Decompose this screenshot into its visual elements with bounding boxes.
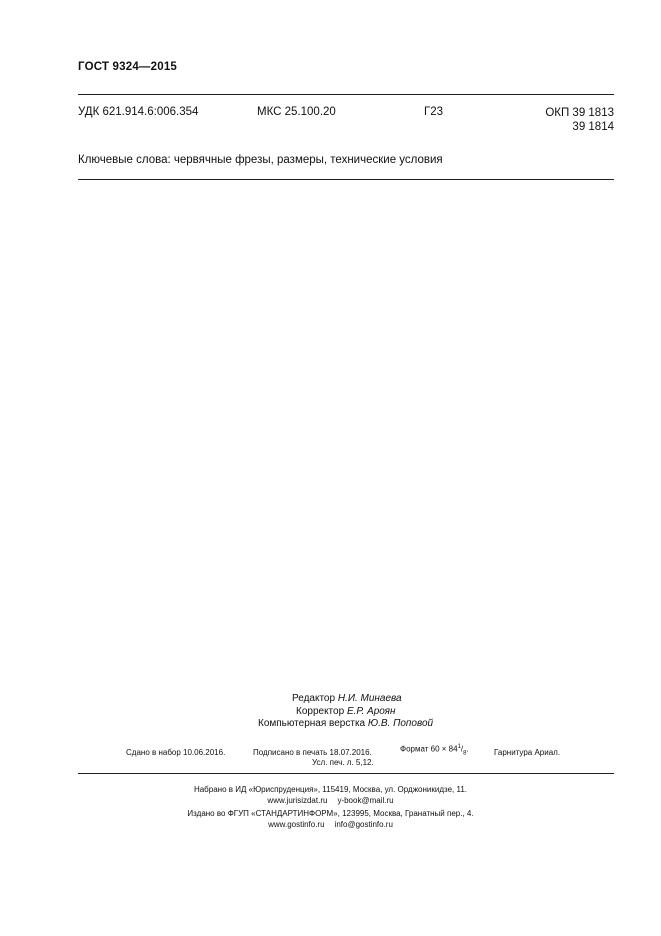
okp-codes [545,106,614,134]
format-numerator: 1 [457,744,461,750]
format-denominator: 8 [463,750,467,757]
okp-code-2: 39 1814 [572,121,614,133]
editor-name: Н.И. Минаева [337,693,402,704]
corrector-label: Корректор [296,706,345,717]
udk-code: УДК 621.914.6:006.354 [78,106,199,118]
corrector-credit [296,706,395,719]
publisher-email: info@gostinfo.ru [334,820,393,829]
layout-credit [258,718,433,731]
print-sheets: Усл. печ. л. 5,12. [312,758,374,767]
publisher-line: Издано во ФГУП «СТАНДАРТИНФОРМ», 123995, Москва, Гранатный пер., 4. [187,809,474,818]
typeset-contacts [0,795,661,806]
paper-format: Формат $60 \times 84^1/_8$. [400,744,469,757]
publisher-web: www.gostinfo.ru [268,820,325,829]
okp-code-1: ОКП 39 1813 [545,107,614,119]
typeset-web: www.jurisizdat.ru [267,796,328,805]
typeset-email: y-book@mail.ru [337,796,394,805]
editor-credit [292,693,402,706]
editor-label: Редактор [292,693,336,704]
corrector-name: Е.Р. Ароян [346,706,396,717]
document-title: ГОСТ 9324—2015 [78,61,178,73]
signed-date: Подписано в печать 18.07.2016. [253,748,372,757]
publisher-contacts [0,819,661,830]
submitted-date: Сдано в набор 10.06.2016. [126,748,226,757]
layout-label: Компьютерная верстка [258,718,366,729]
header-divider [78,94,614,95]
typeset-line: Набрано в ИД «Юриспруденция», 115419, Москва, ул. Орджоникидзе, 11. [193,785,468,794]
group-code: Г23 [424,106,444,118]
layout-name: Ю.В. Поповой [367,718,434,729]
imprint-divider [78,773,614,774]
typeface: Гарнитура Ариал. [494,748,561,757]
keywords-line: Ключевые слова: червячные фрезы, размеры, технические условия [78,154,443,166]
keywords-divider [78,179,614,180]
mks-code: МКС 25.100.20 [257,106,336,118]
